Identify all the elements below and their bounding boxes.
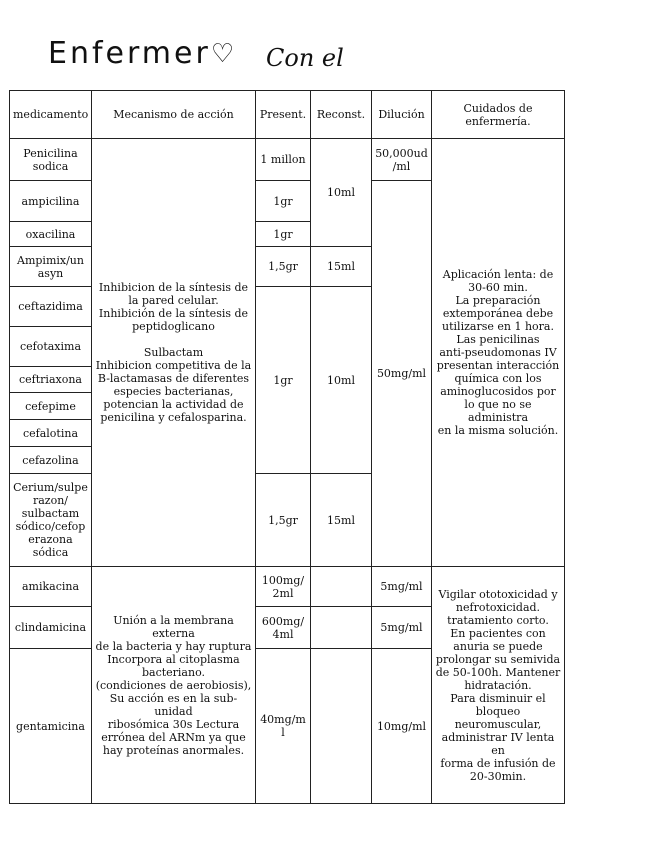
present-cell: 100mg/ 2ml	[256, 567, 311, 607]
drug-name: ceftriaxona	[10, 367, 92, 393]
reconst-cell: 10ml	[311, 139, 372, 247]
drug-name: oxacilina	[10, 222, 92, 247]
drug-name: ampicilina	[10, 181, 92, 222]
drug-name: amikacina	[10, 567, 92, 607]
drug-name: cefalotina	[10, 420, 92, 447]
present-cell: 1gr	[256, 287, 311, 474]
mechanism-cell: Unión a la membrana externa de la bacteria y hay ruptura Incorpora al citoplasma bacteriano. (condiciones de aerobiosis), Su acción es en la sub-unidad ribosómica 30s Lectura errónea del ARNm ya que hay proteínas anormales.	[92, 567, 256, 804]
present-cell: 1 millon	[256, 139, 311, 181]
drug-name: gentamicina	[10, 649, 92, 804]
reconst-cell	[311, 649, 372, 804]
col-header-present: Present.	[256, 91, 311, 139]
drug-name: Ampimix/un asyn	[10, 247, 92, 287]
reconst-cell	[311, 607, 372, 649]
col-header-cuidados: Cuidados de enfermería.	[432, 91, 565, 139]
mechanism-cell: Inhibicion de la síntesis de la pared celular. Inhibición de la síntesis de peptidoglicano Sulbactam Inhibicion competitiva de la B-lactamasas de diferentes especies bacterianas, potencian la actividad de penicilina y cefalosparina.	[92, 139, 256, 567]
present-cell: 1,5gr	[256, 247, 311, 287]
present-cell: 600mg/ 4ml	[256, 607, 311, 649]
reconst-cell: 15ml	[311, 474, 372, 567]
table-header-row	[10, 91, 565, 139]
drug-name: cefotaxima	[10, 327, 92, 367]
present-cell: 40mg/m l	[256, 649, 311, 804]
present-cell: 1,5gr	[256, 474, 311, 567]
dilucion-cell: 50,000ud /ml	[372, 139, 432, 181]
drug-name: Penicilina sodica	[10, 139, 92, 181]
dilucion-cell: 5mg/ml	[372, 607, 432, 649]
table-row	[10, 567, 565, 607]
drug-name: Cerium/sulpe razon/ sulbactam sódico/cefop erazona sódica	[10, 474, 92, 567]
drug-name: cefazolina	[10, 447, 92, 474]
present-cell: 1gr	[256, 181, 311, 222]
reconst-cell: 10ml	[311, 287, 372, 474]
drug-name: clindamicina	[10, 607, 92, 649]
drug-table	[9, 90, 565, 804]
dilucion-cell: 5mg/ml	[372, 567, 432, 607]
dilucion-cell: 10mg/ml	[372, 649, 432, 804]
cuidados-cell: Vigilar ototoxicidad y nefrotoxicidad. tratamiento corto. En pacientes con anuria se puede prolongar su semivida de 50-100h. Mantener hidratación. Para disminuir el bloqueo neuromuscular, administrar IV lenta en forma de infusión de 20-30min.	[432, 567, 565, 804]
col-header-mecanismo: Mecanismo de acción	[92, 91, 256, 139]
table-row	[10, 139, 565, 181]
cuidados-cell: Aplicación lenta: de 30-60 min. La preparación extemporánea debe utilizarse en 1 hora. Las penicilinas anti-pseudomonas IV presentan interacción química con los aminoglucosidos por lo que no se administra en la misma solución.	[432, 139, 565, 567]
dilucion-cell: 50mg/ml	[372, 181, 432, 567]
heart-icon: ♡	[210, 39, 238, 69]
page-subtitle: Con el	[266, 44, 344, 72]
drug-name: ceftazidima	[10, 287, 92, 327]
notebook-brand	[48, 36, 237, 71]
col-header-reconst: Reconst.	[311, 91, 372, 139]
drug-name: cefepime	[10, 393, 92, 420]
brand-text: Enfermer	[48, 36, 211, 71]
present-cell: 1gr	[256, 222, 311, 247]
col-header-dilucion: Dilución	[372, 91, 432, 139]
col-header-medicamento: medicamento	[10, 91, 92, 139]
reconst-cell	[311, 567, 372, 607]
reconst-cell: 15ml	[311, 247, 372, 287]
